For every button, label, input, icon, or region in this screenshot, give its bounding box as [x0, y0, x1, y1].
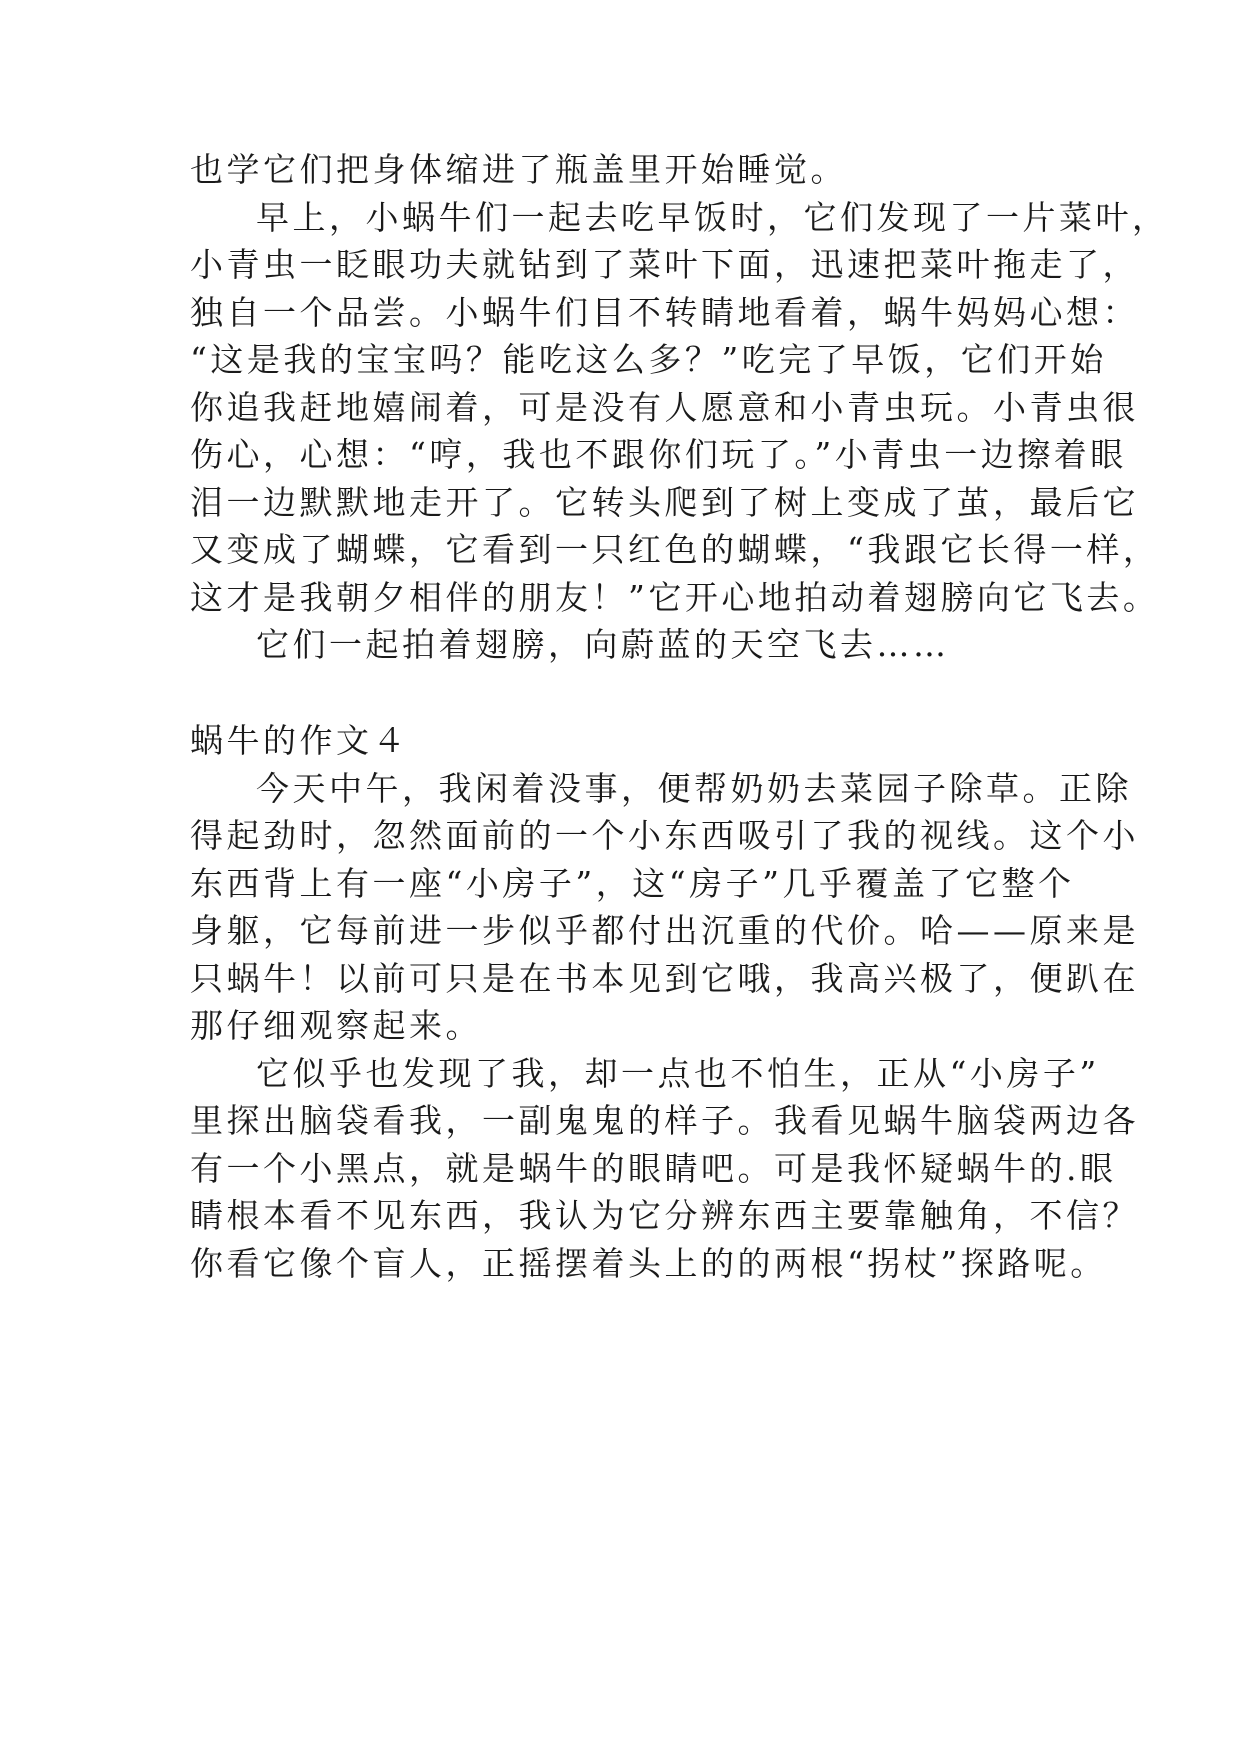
text-line: 独自一个品尝。小蜗牛们目不转睛地看着，蜗牛妈妈心想： [190, 293, 1139, 332]
paragraph-first-line: 它似乎也发现了我，却一点也不怕生，正从“小房子” [256, 1054, 1100, 1093]
text-line: 得起劲时，忽然面前的一个小东西吸引了我的视线。这个小 [190, 816, 1139, 855]
text-line: 这才是我朝夕相伴的朋友！”它开心地拍动着翅膀向它飞去。 [190, 578, 1160, 617]
text-line: 身躯，它每前进一步似乎都付出沉重的代价。哈——原来是 [190, 911, 1139, 950]
text-line: 有一个小黑点，就是蜗牛的眼睛吧。可是我怀疑蜗牛的.眼 [190, 1149, 1117, 1188]
text-line: 睛根本看不见东西，我认为它分辨东西主要靠触角，不信？ [190, 1196, 1139, 1235]
text-line: 也学它们把身体缩进了瓶盖里开始睡觉。 [190, 150, 847, 189]
text-line: 只蜗牛！以前可只是在书本见到它哦，我高兴极了，便趴在 [190, 959, 1139, 998]
text-line: 伤心，心想：“哼，我也不跟你们玩了。”小青虫一边擦着眼 [190, 435, 1127, 474]
text-line: 你看它像个盲人，正摇摆着头上的的两根“拐杖”探路呢。 [190, 1244, 1107, 1283]
text-line: 泪一边默默地走开了。它转头爬到了树上变成了茧，最后它 [190, 483, 1139, 522]
paragraph-first-line: 早上，小蜗牛们一起去吃早饭时，它们发现了一片菜叶， [256, 198, 1169, 237]
paragraph-first-line: 它们一起拍着翅膀，向蔚蓝的天空飞去…… [256, 625, 950, 664]
paragraph-first-line: 今天中午，我闲着没事，便帮奶奶去菜园子除草。正除 [256, 769, 1132, 808]
text-line: 那仔细观察起来。 [190, 1006, 482, 1045]
text-line: 东西背上有一座“小房子”，这“房子”几乎覆盖了它整个 [190, 864, 1075, 903]
text-line: “这是我的宝宝吗？能吃这么多？”吃完了早饭，它们开始 [190, 340, 1107, 379]
section-heading: 蜗牛的作文４ [190, 721, 409, 760]
text-line: 里探出脑袋看我，一副鬼鬼的样子。我看见蜗牛脑袋两边各 [190, 1101, 1139, 1140]
text-line: 又变成了蝴蝶，它看到一只红色的蝴蝶，“我跟它长得一样， [190, 530, 1160, 569]
text-line: 小青虫一眨眼功夫就钻到了菜叶下面，迅速把菜叶拖走了， [190, 245, 1139, 284]
text-line: 你追我赶地嬉闹着，可是没有人愿意和小青虫玩。小青虫很 [190, 388, 1139, 427]
